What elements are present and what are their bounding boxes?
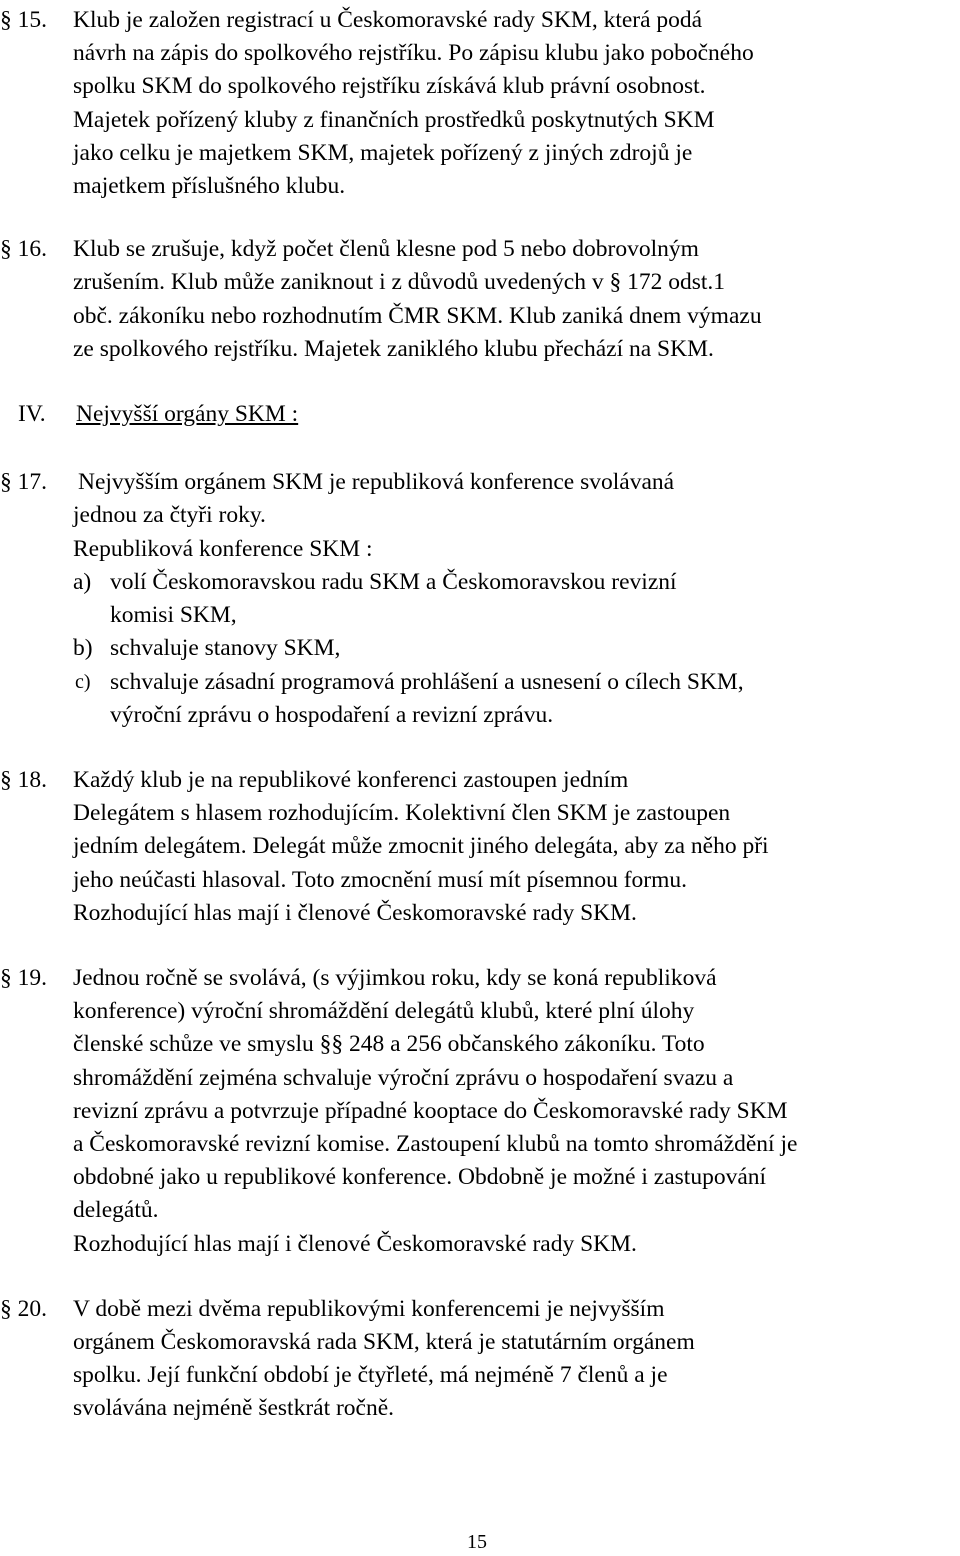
- item-c-line-2: výroční zprávu o hospodaření a revizní zprávu.: [110, 702, 554, 728]
- chapter-number: IV.: [18, 401, 46, 427]
- item-a-line-1: volí Českomoravskou radu SKM a Českomoravskou revizní: [110, 569, 677, 595]
- section-19-line-7: obdobné jako u republikové konference. Obdobně je možné i zastupování: [73, 1164, 767, 1190]
- section-15-line-4: Majetek pořízený kluby z finančních prostředků poskytnutých SKM: [73, 107, 715, 133]
- section-19-line-8: delegátů.: [73, 1197, 159, 1223]
- section-20-line-3: spolku. Její funkční období je čtyřleté, má nejméně 7 členů a je: [73, 1362, 668, 1388]
- section-19-line-4: shromáždění zejména schvaluje výroční zprávu o hospodaření svazu a: [73, 1065, 734, 1091]
- section-16-marker: § 16.: [0, 236, 47, 262]
- item-c-line-1: schvaluje zásadní programová prohlášení a usnesení o cílech SKM,: [110, 669, 744, 695]
- section-18-line-1: Každý klub je na republikové konferenci zastoupen jedním: [73, 767, 629, 793]
- section-20-line-2: orgánem Českomoravská rada SKM, která je statutárním orgánem: [73, 1329, 695, 1355]
- item-a-line-2: komisi SKM,: [110, 602, 237, 628]
- section-20-line-1: V době mezi dvěma republikovými konferencemi je nejvyšším: [73, 1296, 665, 1322]
- section-18-line-5: Rozhodující hlas mají i členové Českomoravské rady SKM.: [73, 900, 637, 926]
- chapter-title: Nejvyšší orgány SKM :: [76, 401, 299, 427]
- section-20-line-4: svolávána nejméně šestkrát ročně.: [73, 1395, 395, 1421]
- page-number: 15: [467, 1531, 487, 1553]
- section-17-line-3: Republiková konference SKM :: [73, 536, 373, 562]
- section-19-line-5: revizní zprávu a potvrzuje případné kooptace do Českomoravské rady SKM: [73, 1098, 788, 1124]
- section-19-line-3: členské schůze ve smyslu §§ 248 a 256 občanského zákoníku. Toto: [73, 1031, 705, 1057]
- section-15-line-6: majetkem příslušného klubu.: [73, 173, 346, 199]
- section-17-line-2: jednou za čtyři roky.: [73, 502, 266, 528]
- section-15-line-3: spolku SKM do spolkového rejstříku získává klub právní osobnost.: [73, 73, 706, 99]
- section-16-line-3: obč. zákoníku nebo rozhodnutím ČMR SKM. Klub zaniká dnem výmazu: [73, 303, 762, 329]
- section-19-line-1: Jednou ročně se svolává, (s výjimkou roku, kdy se koná republiková: [73, 965, 717, 991]
- item-b-line-1: schvaluje stanovy SKM,: [110, 635, 341, 661]
- item-c-label: c): [75, 671, 91, 693]
- section-18-marker: § 18.: [0, 767, 47, 793]
- section-16-line-2: zrušením. Klub může zaniknout i z důvodů uvedených v § 172 odst.1: [73, 269, 725, 295]
- section-19-marker: § 19.: [0, 965, 47, 991]
- section-15-line-2: návrh na zápis do spolkového rejstříku. Po zápisu klubu jako pobočného: [73, 40, 754, 66]
- section-15-marker: § 15.: [0, 7, 47, 33]
- section-19-line-6: a Českomoravské revizní komise. Zastoupení klubů na tomto shromáždění je: [73, 1131, 798, 1157]
- section-15-line-1: Klub je založen registrací u Českomoravské rady SKM, která podá: [73, 7, 703, 33]
- section-19-line-2: konference) výroční shromáždění delegátů klubů, které plní úlohy: [73, 998, 695, 1024]
- section-17-line-1: Nejvyšším orgánem SKM je republiková konference svolávaná: [78, 469, 675, 495]
- section-17-marker: § 17.: [0, 469, 47, 495]
- section-16-line-4: ze spolkového rejstříku. Majetek zaniklého klubu přechází na SKM.: [73, 336, 714, 362]
- section-18-line-2: Delegátem s hlasem rozhodujícím. Kolektivní člen SKM je zastoupen: [73, 800, 731, 826]
- section-18-line-4: jeho neúčasti hlasoval. Toto zmocnění musí mít písemnou formu.: [73, 867, 688, 893]
- section-16-line-1: Klub se zrušuje, když počet členů klesne pod 5 nebo dobrovolným: [73, 236, 699, 262]
- item-a-label: a): [73, 569, 92, 595]
- section-18-line-3: jedním delegátem. Delegát může zmocnit jiného delegáta, aby za něho při: [73, 833, 769, 859]
- section-20-marker: § 20.: [0, 1296, 47, 1322]
- section-15-line-5: jako celku je majetkem SKM, majetek pořízený z jiných zdrojů je: [73, 140, 693, 166]
- section-19-line-9: Rozhodující hlas mají i členové Českomoravské rady SKM.: [73, 1231, 637, 1257]
- item-b-label: b): [73, 635, 93, 661]
